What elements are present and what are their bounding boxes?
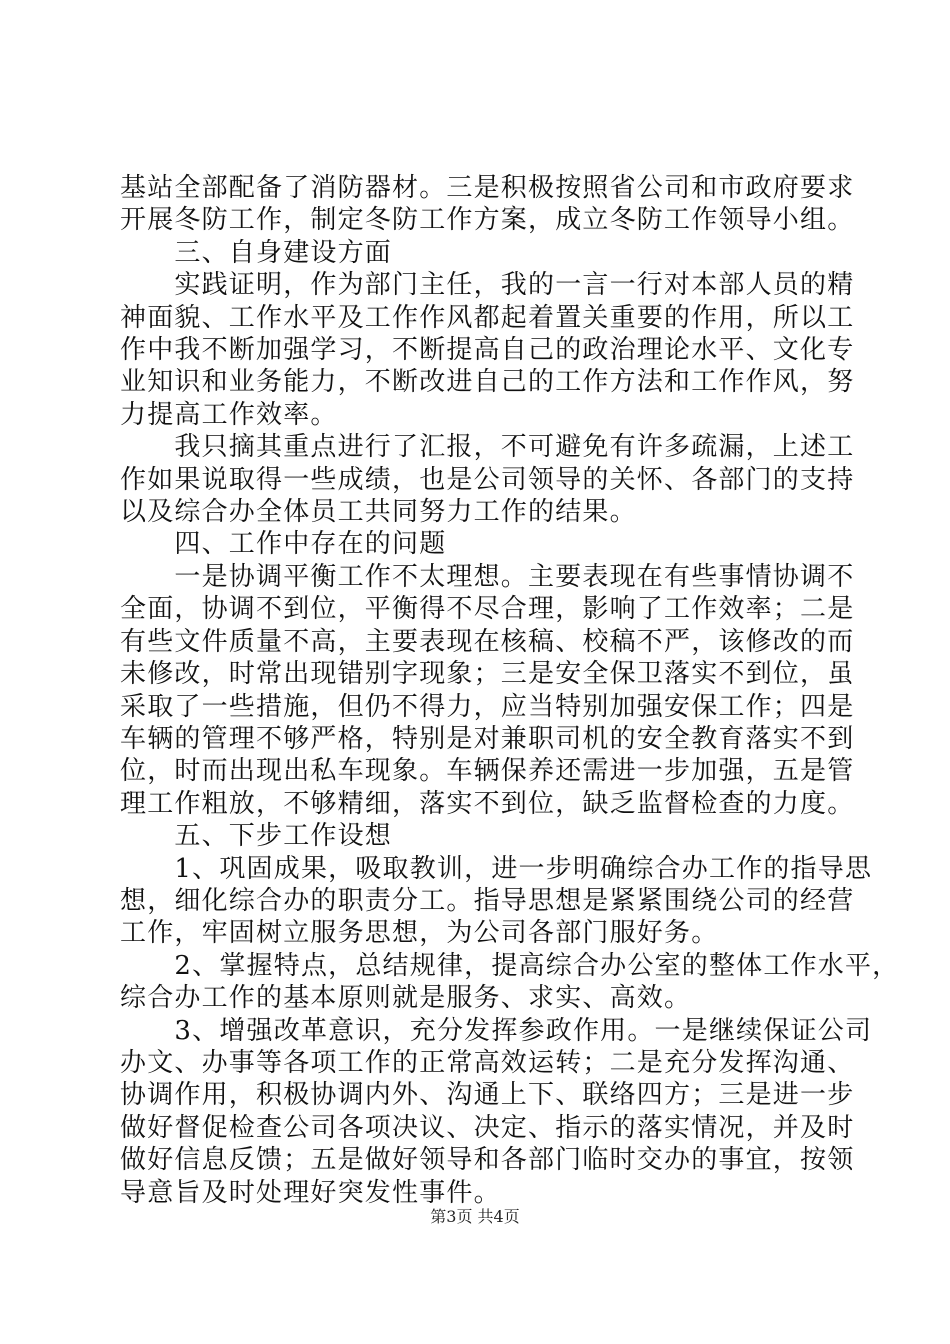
text-line: 导意旨及时处理好突发性事件。 <box>120 1177 501 1208</box>
text-line: 理工作粗放，不够精细，落实不到位，缺乏监督检查的力度。 <box>120 788 855 819</box>
page-number-footer: 第3页 共4页 <box>430 1207 520 1226</box>
text-line: 做好信息反馈；五是做好领导和各部门临时交办的事宜，按领 <box>120 1145 855 1176</box>
text-line: 未修改，时常出现错别字现象；三是安全保卫落实不到位，虽 <box>120 659 855 690</box>
section-heading: 三、自身建设方面 <box>120 237 393 268</box>
text-line: 协调作用，积极协调内外、沟通上下、联络四方；三是进一步 <box>120 1080 855 1111</box>
text-line: 业知识和业务能力，不断改进自己的工作方法和工作作风，努 <box>120 367 855 398</box>
text-line: 以及综合办全体员工共同努力工作的结果。 <box>120 497 637 528</box>
text-line: 车辆的管理不够严格，特别是对兼职司机的安全教育落实不到 <box>120 723 855 754</box>
text-line: 神面貌、工作水平及工作作风都起着置关重要的作用，所以工 <box>120 302 855 333</box>
text-line: 我只摘其重点进行了汇报，不可避免有许多疏漏，上述工 <box>120 432 855 463</box>
text-line: 工作，牢固树立服务思想，为公司各部门服好务。 <box>120 918 719 949</box>
text-line: 位，时而出现出私车现象。车辆保养还需进一步加强，五是管 <box>120 756 855 787</box>
document-body <box>120 172 900 1209</box>
text-line: 办文、办事等各项工作的正常高效运转；二是充分发挥沟通、 <box>120 1047 855 1078</box>
text-line: 综合办工作的基本原则就是服务、求实、高效。 <box>120 983 692 1014</box>
text-line: 2、掌握特点，总结规律，提高综合办公室的整体工作水平， <box>120 950 900 981</box>
text-line: 力提高工作效率。 <box>120 399 338 430</box>
text-line: 想，细化综合办的职责分工。指导思想是紧紧围绕公司的经营 <box>120 885 855 916</box>
text-line: 实践证明，作为部门主任，我的一言一行对本部人员的精 <box>120 270 855 301</box>
text-line: 开展冬防工作，制定冬防工作方案，成立冬防工作领导小组。 <box>120 205 855 236</box>
text-line: 一是协调平衡工作不太理想。主要表现在有些事情协调不 <box>120 561 855 592</box>
text-line: 3、增强改革意识，充分发挥参政作用。一是继续保证公司 <box>120 1015 873 1046</box>
text-line: 1、巩固成果，吸取教训，进一步明确综合办工作的指导思 <box>120 853 873 884</box>
section-heading: 四、工作中存在的问题 <box>120 529 447 560</box>
section-heading: 五、下步工作设想 <box>120 821 393 852</box>
text-line: 全面，协调不到位，平衡得不尽合理，影响了工作效率；二是 <box>120 594 855 625</box>
text-line: 做好督促检查公司各项决议、决定、指示的落实情况，并及时 <box>120 1112 855 1143</box>
text-line: 采取了一些措施，但仍不得力，应当特别加强安保工作；四是 <box>120 691 855 722</box>
text-line: 基站全部配备了消防器材。三是积极按照省公司和市政府要求 <box>120 173 855 203</box>
text-line: 作如果说取得一些成绩，也是公司领导的关怀、各部门的支持 <box>120 464 855 495</box>
text-line: 作中我不断加强学习，不断提高自己的政治理论水平、文化专 <box>120 335 855 366</box>
text-line: 有些文件质量不高，主要表现在核稿、校稿不严，该修改的而 <box>120 626 855 657</box>
